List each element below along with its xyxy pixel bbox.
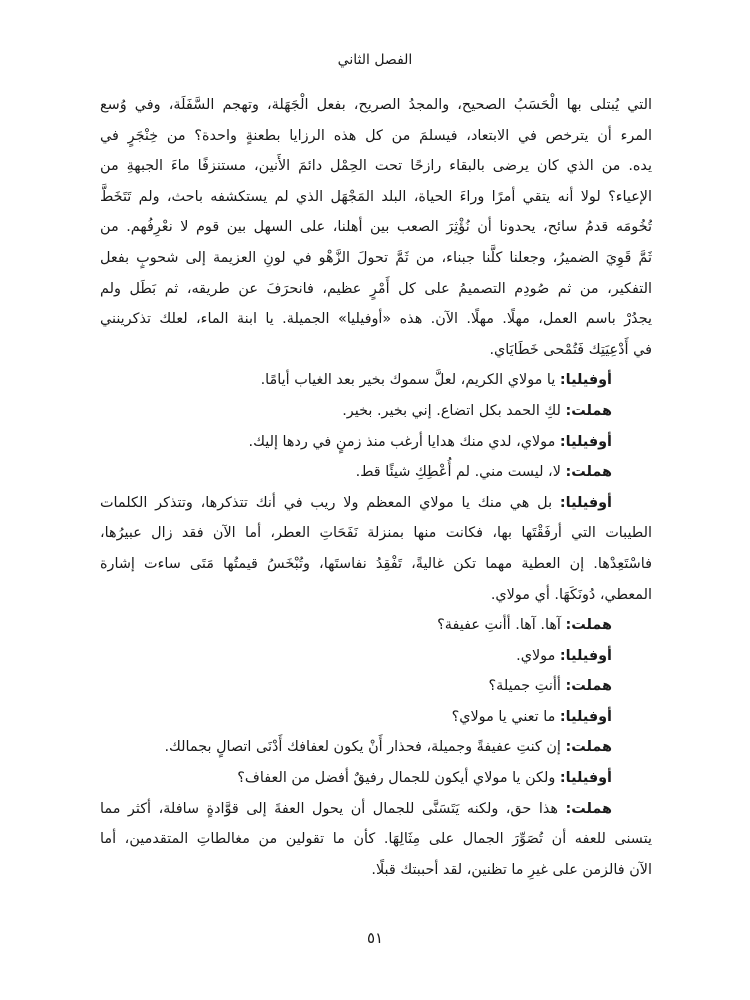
speech-line — [100, 702, 652, 733]
paragraph-line: تُخُومَه قدمُ سائح، يحدونا أن نُؤْثِرَ الصعب بين أهلنا، على السهل بين قوم لا نعْرِفُهم. من — [100, 219, 652, 236]
speaker-name: أوفيليا: — [559, 494, 612, 511]
dialogue-line-ophelia — [100, 702, 652, 733]
speech-line: الطيبات التي أرفَقْتَها بها، فكانت منها بمنزلة نَفَحَاتِ العطر، أما الآن فقد زال عبيرُها، — [100, 525, 652, 542]
speaker-name: هملت: — [565, 402, 612, 419]
speaker-name: أوفيليا: — [559, 770, 612, 787]
speech-text: ولكن يا مولاي أيكون للجمال رفيقٌ أفضل من العفاف؟ — [237, 770, 556, 787]
speech-line — [100, 365, 652, 396]
speech-line — [100, 763, 652, 794]
speaker-name: أوفيليا: — [559, 433, 612, 450]
speech-line — [100, 671, 652, 702]
speech-line — [100, 794, 652, 825]
speech-text: لا، ليست مني. لم أُعْطِكِ شيئًا قط. — [355, 464, 561, 481]
dialogue-line-ophelia — [100, 488, 652, 610]
speaker-name: هملت: — [565, 617, 612, 634]
opening-paragraph — [100, 90, 652, 365]
paragraph-line: يجدُرْ باسم العمل، مهلًا. مهلًا. الآن. هذه «أوفيليا» الجميلة. يا ابنة الماء، لعلك تذكرينني — [100, 311, 652, 328]
speaker-name: هملت: — [565, 800, 612, 817]
speaker-name: أوفيليا: — [559, 708, 612, 725]
speech-line — [100, 610, 652, 641]
speech-text: مولاي، لدي منك هدايا أرغب منذ زمنٍ في ردها إليك. — [248, 433, 556, 450]
paragraph-line: ثَمَّ قَوِيَ الضميرُ، وجعلنا كلَّنا جبناء، من ثَمَّ تحولَ الزَّهْو في لونِ العزيمة إلى شحوبٍ بفعل — [100, 249, 652, 266]
speech-line — [100, 641, 652, 672]
paragraph-line: في أَدْعِيَتِك فَتُمْحى خَطَايَاي. — [489, 341, 652, 358]
paragraph-line: التفكير، من ثم صُودِم التصميمُ على كل أَمْرٍ عظيم، فانحرَفَ عن طريقه، ثم بَطَل ولم — [100, 280, 652, 297]
dialogue-line-hamlet — [100, 610, 652, 641]
speech-text: بل هي منك يا مولاي المعظم ولا ريب في أنك تتذكرها، وتتذكر الكلمات — [100, 494, 553, 511]
speaker-name: أوفيليا: — [559, 372, 612, 389]
dialogue-line-hamlet — [100, 457, 652, 488]
speech-text: إن كنتِ عفيفةً وجميلة، فحذار أَنْ يكون لعفافك أَدْنَى اتصالٍ بجمالك. — [164, 739, 561, 756]
dialogue-line-hamlet — [100, 794, 652, 886]
dialogue-line-ophelia — [100, 427, 652, 458]
speech-line: فاسْتَعِدْها. إن العطية مهما تكن غاليةً، تَفْقِدُ نفاستَها، وتُبْخَسُ قيمتُها مَتَى ساءت إشارة — [100, 555, 652, 572]
dialogue-line-hamlet — [100, 396, 652, 427]
paragraph-line: المرء أن يترخص في الابتعاد، فيسلمَ من كل هذه الرزايا بطعنةٍ واحدة؟ من خِنْجَرٍ في — [100, 127, 652, 144]
speech-line — [100, 457, 652, 488]
speech-text: هذا حق، ولكنه يَتَسَنَّى للجمال أن يحول العفةَ إلى قوَّادةٍ سافلة، أكثر مما — [100, 800, 558, 817]
speech-line — [100, 396, 652, 427]
speech-line: يتسنى للعفه أن تُصَوِّرَ الجمال على مِثَالِهَا. كأن ما تقولين من مغالطاتِ المتقدمين، أما — [100, 831, 652, 848]
dialogue-line-hamlet — [100, 671, 652, 702]
speech-text: ما تعني يا مولاي؟ — [451, 708, 556, 725]
speech-line: المعطي، دُونَكَهَا. أي مولاي. — [490, 586, 652, 603]
speaker-name: هملت: — [565, 464, 612, 481]
speaker-name: هملت: — [565, 739, 612, 756]
speaker-name: أوفيليا: — [559, 647, 612, 664]
dialogue-line-ophelia — [100, 641, 652, 672]
speech-line: الآن فالزمن على غيرِ ما تظنين، لقد أحببتك قبلًا. — [371, 861, 652, 878]
paragraph-line: الإعياء؟ لولا أنه يتقي أمرًا وراءَ الحياة، البلد المَجْهَل الذي لم يستكشفه باحث، ولم تَتَخَطَّ — [100, 188, 652, 205]
paragraph-line: التي يُبتلى بها الْحَسَبُ الصحيح، والمجدُ الصريح، بفعل الْجَهَلة، وتهجم السَّفَلَة، وفي وُسع — [100, 97, 652, 113]
speaker-name: هملت: — [565, 678, 612, 695]
speech-text: مولاي. — [516, 647, 556, 664]
text-body — [100, 90, 652, 885]
paragraph-line: يده. من الذي كان يرضى بالبقاء رازحًا تحت الحِمْل دائمَ الأَنين، مستنزفًا ماءَ الجبهةِ من — [100, 158, 652, 175]
page-number: ٥١ — [366, 929, 384, 947]
speech-line — [100, 488, 652, 519]
dialogue-line-ophelia — [100, 763, 652, 794]
speech-line — [100, 732, 652, 763]
speech-text: آها. آها. أأنتِ عفيفة؟ — [437, 617, 561, 634]
dialogue-line-ophelia — [100, 365, 652, 396]
chapter-header: الفصل الثاني — [337, 52, 413, 68]
dialogue-line-hamlet — [100, 732, 652, 763]
speech-text: يا مولاي الكريم، لعلَّ سموك بخير بعد الغياب أيامًا. — [260, 372, 556, 389]
speech-text: أأنتِ جميلة؟ — [488, 678, 561, 695]
speech-line — [100, 427, 652, 458]
speech-text: لكِ الحمد بكل اتضاع. إني بخير. بخير. — [342, 402, 561, 419]
